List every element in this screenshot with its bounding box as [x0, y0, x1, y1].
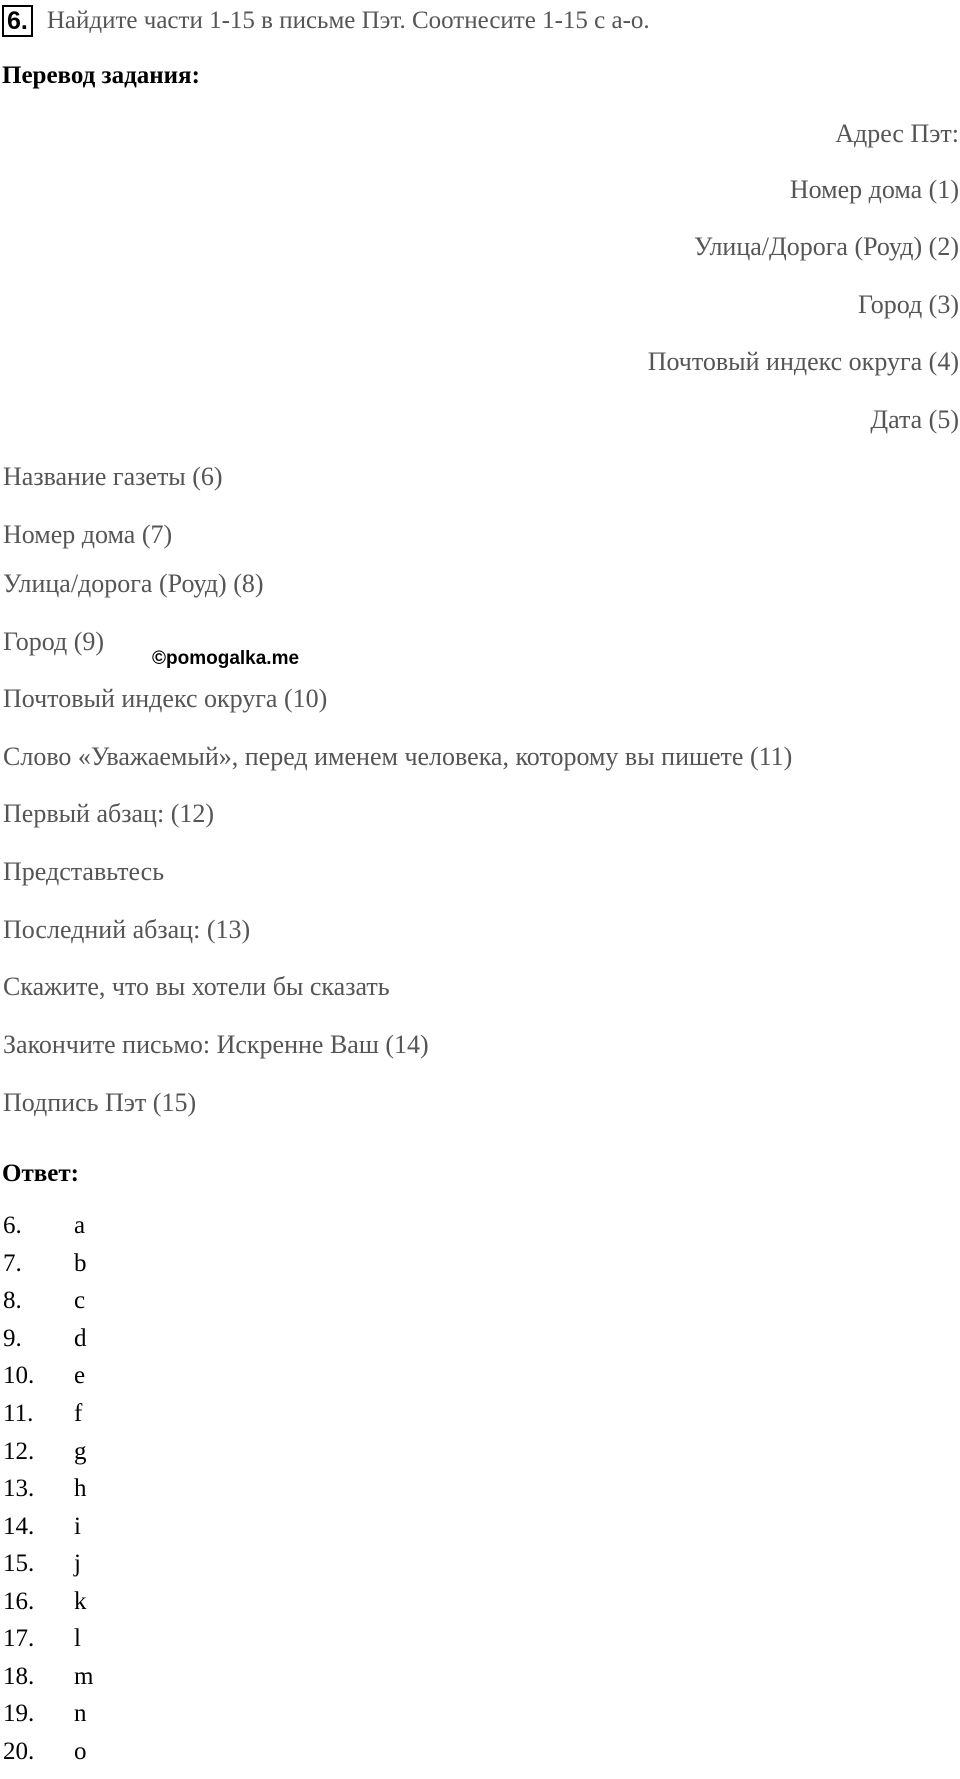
answer-number: 14.: [3, 1513, 35, 1540]
answer-letter: a: [74, 1212, 86, 1239]
translation-heading: Перевод задания:: [2, 62, 200, 89]
answer-row: [3, 1246, 87, 1282]
answer-number: 6.: [3, 1212, 22, 1239]
answer-letter: c: [74, 1287, 86, 1314]
answer-number: 8.: [3, 1287, 22, 1314]
answer-row: [3, 1321, 87, 1357]
answer-letter: m: [74, 1663, 94, 1690]
answer-number: 16.: [3, 1588, 35, 1615]
answer-letter: h: [74, 1475, 87, 1502]
right-line-house-number: Номер дома (1): [789, 175, 959, 204]
left-line-city: Город (9): [3, 627, 105, 656]
task-header: [2, 4, 650, 38]
answer-number: 9.: [3, 1325, 22, 1352]
left-line-house-number: Номер дома (7): [3, 520, 173, 549]
left-line-say: Скажите, что вы хотели бы сказать: [3, 972, 390, 1001]
answer-letter: d: [74, 1325, 87, 1352]
left-line-signature: Подпись Пэт (15): [3, 1088, 197, 1117]
answer-letter: f: [74, 1400, 83, 1427]
answer-row: [3, 1396, 82, 1432]
answer-row: [3, 1734, 87, 1770]
left-line-dear: Слово «Уважаемый», перед именем человека, которому вы пишете (11): [3, 742, 793, 771]
right-line-street: Улица/Дорога (Роуд) (2): [693, 232, 959, 261]
answer-letter: e: [74, 1362, 86, 1389]
answer-number: 17.: [3, 1625, 35, 1652]
left-line-first-paragraph: Первый абзац: (12): [3, 799, 215, 828]
left-line-newspaper: Название газеты (6): [3, 462, 223, 491]
answer-row: [3, 1471, 87, 1507]
answer-letter: j: [74, 1550, 81, 1577]
answer-row: [3, 1696, 87, 1732]
right-line-address: Адрес Пэт:: [835, 119, 959, 148]
answer-number: 11.: [3, 1400, 34, 1427]
answer-row: [3, 1208, 85, 1244]
answer-heading: Ответ:: [2, 1160, 79, 1187]
answer-row: [3, 1659, 93, 1695]
answer-number: 18.: [3, 1663, 35, 1690]
left-line-postcode: Почтовый индекс округа (10): [3, 684, 328, 713]
answer-letter: k: [74, 1588, 87, 1615]
left-line-street: Улица/дорога (Роуд) (8): [3, 569, 264, 598]
answer-number: 13.: [3, 1475, 35, 1502]
answer-letter: i: [74, 1513, 81, 1540]
answer-letter: n: [74, 1700, 87, 1727]
right-line-city: Город (3): [857, 290, 959, 319]
answer-number: 7.: [3, 1250, 22, 1277]
task-number: 6.: [2, 5, 33, 37]
answer-letter: b: [74, 1250, 87, 1277]
answer-number: 12.: [3, 1438, 35, 1465]
answer-row: [3, 1621, 81, 1657]
answer-letter: l: [74, 1625, 81, 1652]
left-line-last-paragraph: Последний абзац: (13): [3, 915, 251, 944]
answer-row: [3, 1546, 81, 1582]
right-line-postcode: Почтовый индекс округа (4): [647, 347, 959, 376]
answer-number: 10.: [3, 1362, 35, 1389]
answer-row: [3, 1283, 85, 1319]
answer-number: 19.: [3, 1700, 35, 1727]
answer-row: [3, 1509, 81, 1545]
answer-letter: o: [74, 1738, 87, 1765]
task-text: Найдите части 1-15 в письме Пэт. Соотнесите 1-15 с a-o.: [46, 7, 650, 34]
left-line-finish: Закончите письмо: Искренне Ваш (14): [3, 1030, 429, 1059]
left-line-introduce: Представьтесь: [3, 857, 165, 886]
answer-row: [3, 1434, 87, 1470]
watermark: ©pomogalka.me: [152, 648, 300, 669]
answer-row: [3, 1358, 85, 1394]
answer-number: 15.: [3, 1550, 35, 1577]
right-line-date: Дата (5): [870, 405, 959, 434]
answer-number: 20.: [3, 1738, 35, 1765]
answer-row: [3, 1584, 87, 1620]
answer-letter: g: [74, 1438, 87, 1465]
